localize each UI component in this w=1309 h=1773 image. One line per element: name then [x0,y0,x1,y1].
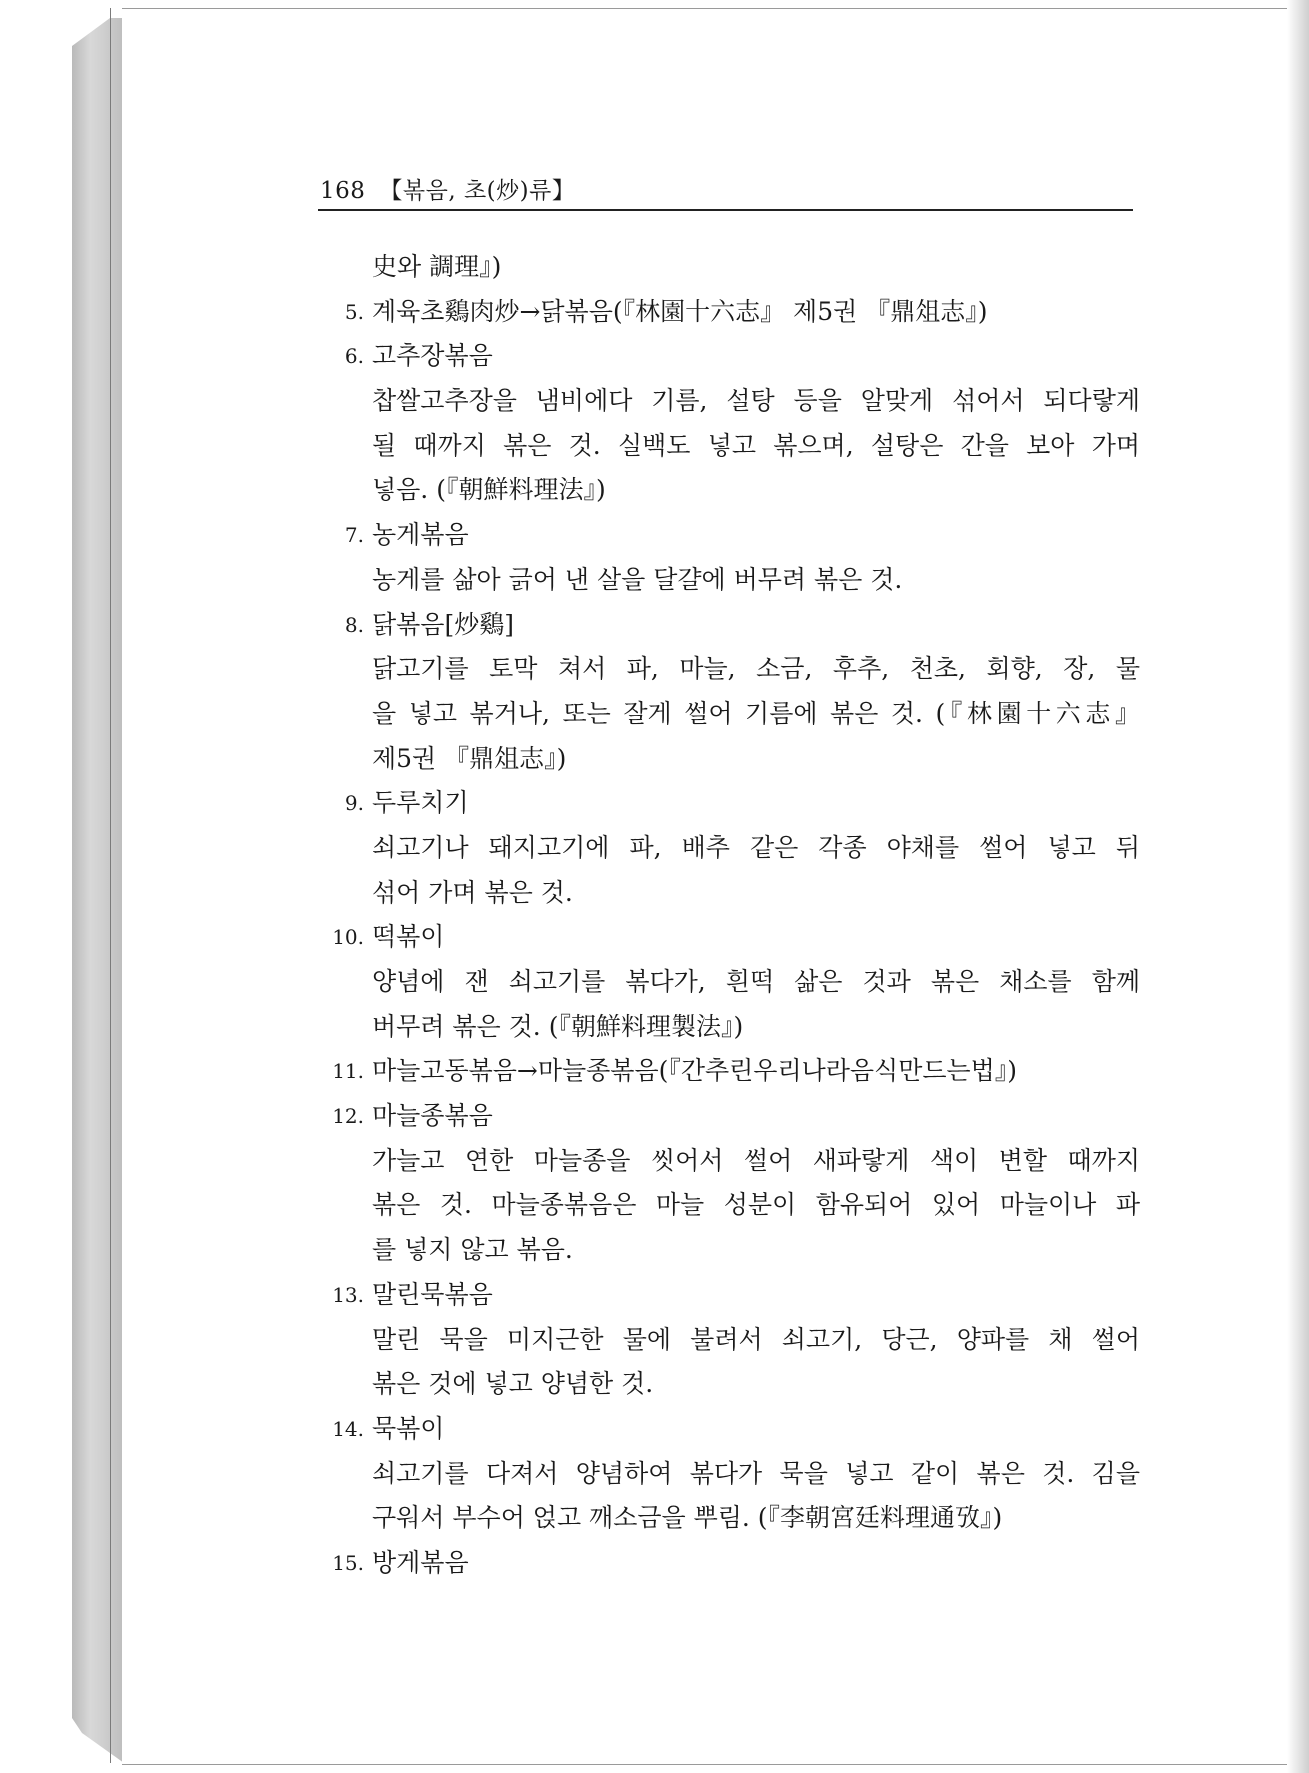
header-rule [318,209,1133,211]
entry-heading [320,1094,1140,1139]
entry-heading [320,334,1140,379]
body-line: 버무려 볶은 것. (『朝鮮料理製法』) [372,1011,744,1041]
running-header [320,172,575,205]
entry-number: 8. [344,612,364,637]
spine-divider [110,8,111,1763]
entry-heading [320,513,1140,558]
entry-heading [320,603,1140,648]
body-line: 섞어 가며 볶은 것. [372,877,573,907]
entry-number: 10. [332,925,364,950]
body-line: 제5권 『鼎俎志』) [372,743,567,773]
entry-heading [320,1541,1140,1586]
book-spine-edge [72,18,124,1763]
entry-title: 농게볶음 [372,520,469,550]
entry-number: 11. [332,1059,364,1084]
entry-number: 15. [332,1550,364,1575]
entry-title: 방게볶음 [372,1547,469,1577]
entry-heading [320,290,1140,335]
entry-heading [320,781,1140,826]
entry-title: 계육초鷄肉炒→닭볶음(『林園十六志』 제5권 『鼎俎志』) [372,296,988,326]
entry-heading [320,915,1140,960]
entry-number: 12. [332,1104,364,1129]
entry-title: 두루치기 [372,788,469,818]
body-line: 닭고기를 토막 쳐서 파, 마늘, 소금, 후추, 천초, 회향, 장, 물 [372,654,1140,684]
entry-number: 6. [344,344,364,369]
entry-title: 묵볶이 [372,1413,445,1443]
body-line: 을 넣고 볶거나, 또는 잘게 썰어 기름에 볶은 것. (『林園十六志』 [372,698,1140,728]
entry-title: 말린묵볶음 [372,1279,493,1309]
body-line: 를 넣지 않고 볶음. [372,1235,573,1265]
entry-number: 9. [344,791,364,816]
body-line: 볶은 것. 마늘종볶음은 마늘 성분이 함유되어 있어 마늘이나 파 [372,1190,1140,1220]
entry-title: 고추장볶음 [372,341,493,371]
entry-title: 마늘종볶음 [372,1101,493,1131]
body-line: 구워서 부수어 얹고 깨소금을 뿌림. (『李朝宮廷料理通攷』) [372,1503,1003,1533]
body-line: 넣음. (『朝鮮料理法』) [372,475,606,505]
entry-title: 마늘고동볶음→마늘종볶음(『간추린우리나라음식만드는법』) [372,1056,1018,1086]
body-line: 볶은 것에 넣고 양념한 것. [372,1369,654,1399]
body-line: 될 때까지 볶은 것. 실백도 넣고 볶으며, 설탕은 간을 보아 가며 [372,430,1140,460]
body-line: 쇠고기나 돼지고기에 파, 배추 같은 각종 야채를 썰어 넣고 뒤 [372,832,1140,862]
body-line: 쇠고기를 다져서 양념하여 볶다가 묵을 넣고 같이 볶은 것. 김을 [372,1458,1140,1488]
entry-heading [320,1407,1140,1452]
entry-number: 5. [344,299,364,324]
body-line: 가늘고 연한 마늘종을 씻어서 썰어 새파랗게 색이 변할 때까지 [372,1145,1140,1175]
entry-number: 13. [332,1282,364,1307]
entry-number: 7. [344,523,364,548]
body-line: 농게를 삶아 긁어 낸 살을 달걀에 버무려 볶은 것. [372,564,903,594]
body-line: 찹쌀고추장을 냄비에다 기름, 설탕 등을 알맞게 섞어서 되다랗게 [372,386,1140,416]
section-title: 【볶음, 초(炒)류】 [379,178,576,204]
page-right-shadow [1287,0,1309,1773]
entry-number: 14. [332,1416,364,1441]
page-body [320,245,1140,1586]
entry-title: 닭볶음[炒鷄] [372,609,514,639]
page-number: 168 [320,178,366,204]
body-line: 말린 묵을 미지근한 물에 불려서 쇠고기, 당근, 양파를 채 썰어 [372,1324,1140,1354]
entry-heading [320,1049,1140,1094]
body-line: 史와 調理』) [372,252,502,281]
entry-title: 떡볶이 [372,922,445,952]
entry-heading [320,1273,1140,1318]
body-line: 양념에 잰 쇠고기를 볶다가, 흰떡 삶은 것과 볶은 채소를 함께 [372,967,1140,996]
